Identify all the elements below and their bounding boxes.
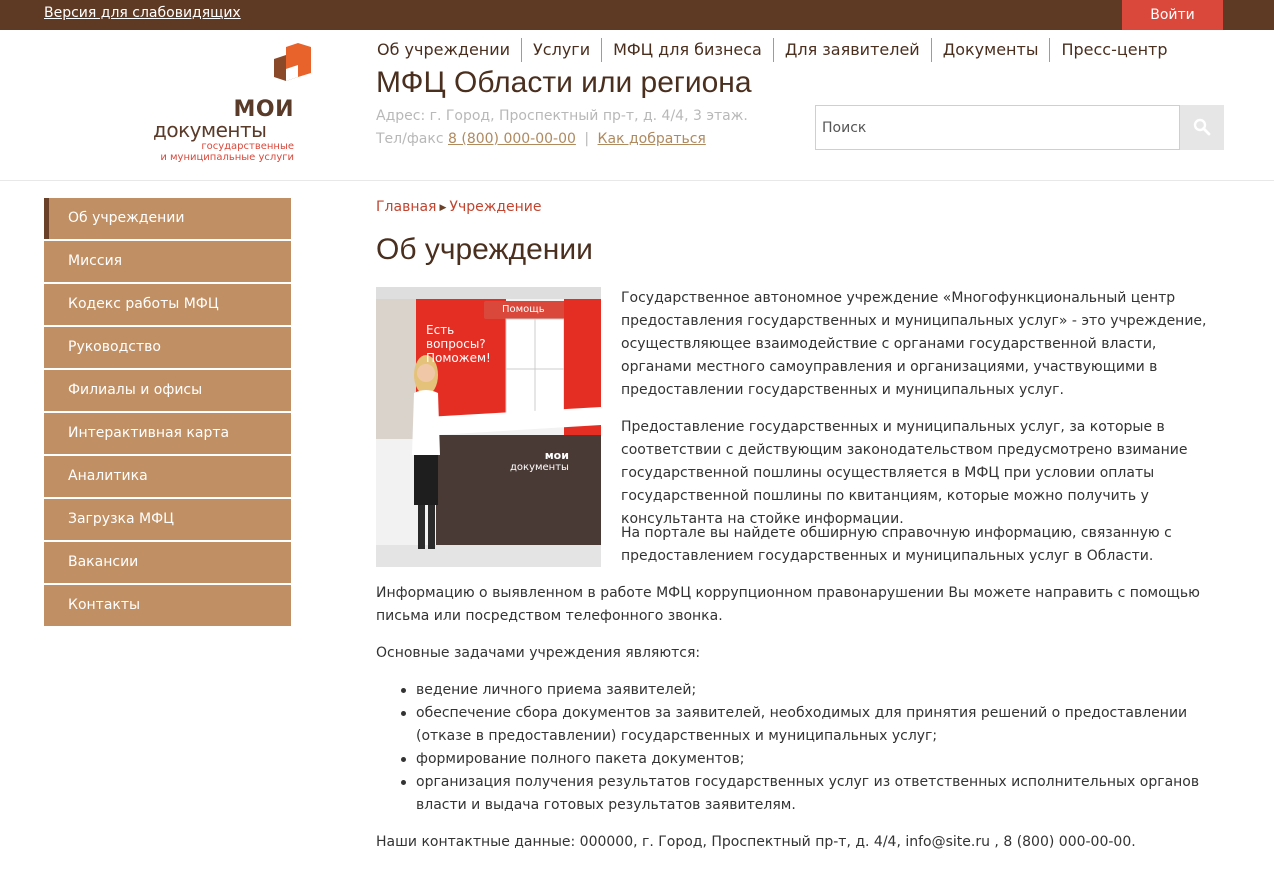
breadcrumb <box>376 199 541 215</box>
topnav-item-documents[interactable]: Документы <box>931 38 1050 62</box>
top-nav <box>377 38 1179 62</box>
breadcrumb-home-link[interactable]: Главная <box>376 199 437 215</box>
logo-text-municipal: и муниципальные услуги <box>160 152 294 163</box>
tasks-list <box>416 679 1221 817</box>
sidebar-item-mission[interactable]: Миссия <box>44 241 291 282</box>
sidebar-item-about[interactable]: Об учреждении <box>44 198 291 239</box>
logo-text-moi: МОИ <box>233 97 294 122</box>
page-title: Об учреждении <box>376 233 593 266</box>
breadcrumb-separator-icon: ▶ <box>439 203 447 213</box>
topnav-item-press[interactable]: Пресс-центр <box>1049 38 1178 62</box>
search-icon <box>1193 118 1211 136</box>
search-input[interactable] <box>815 105 1180 150</box>
sidebar-menu <box>44 198 291 628</box>
topnav-item-services[interactable]: Услуги <box>521 38 601 62</box>
photo-desk-logo <box>510 450 569 474</box>
photo-desk-logo-line-2: документы <box>510 462 569 473</box>
topnav-item-about[interactable]: Об учреждении <box>377 40 511 59</box>
list-item: формирование полного пакета документов; <box>416 748 1221 771</box>
paragraph-fees: Предоставление государственных и муниципальных услуг, за которые в соответствии с действующим законодательством предусмотрено взимание государственной пошлины осуществляется в МФЦ при условии оплаты государственной пошлины по квитанциям, которые можно получить у консультанта на стойке информации. <box>621 419 1188 527</box>
office-photo <box>376 287 601 567</box>
sidebar-item-map[interactable]: Интерактивная карта <box>44 413 291 454</box>
sidebar-item-code[interactable]: Кодекс работы МФЦ <box>44 284 291 325</box>
logo-mark-icon <box>272 43 312 95</box>
logo[interactable] <box>150 42 300 167</box>
paragraph-corruption: Информацию о выявленном в работе МФЦ коррупционном правонарушении Вы можете направить с помощью письма или посредством телефонного звонка. <box>376 585 1200 624</box>
list-item: ведение личного приема заявителей; <box>416 679 1221 702</box>
sidebar-item-vacancies[interactable]: Вакансии <box>44 542 291 583</box>
logo-text-state: государственные <box>201 141 294 152</box>
paragraph-tasks-intro: Основные задачами учреждения являются: <box>376 645 701 661</box>
site-title: МФЦ Области или региона <box>376 66 752 99</box>
sidebar-item-analytics[interactable]: Аналитика <box>44 456 291 497</box>
paragraph-intro: Государственное автономное учреждение «Многофункциональный центр предоставления государственных и муниципальных услуг» - это учреждение, осуществляющее взаимодействие с органами государственной власти, органами местного самоуправления и организациями, участвующими в предоставлении государственных и муниципальных услуг. <box>621 290 1207 398</box>
header-divider <box>0 180 1274 181</box>
photo-sign-line-3: Поможем! <box>426 351 491 365</box>
accessibility-version-link[interactable]: Версия для слабовидящих <box>44 5 241 21</box>
search-box <box>815 105 1224 150</box>
sidebar-item-branches[interactable]: Филиалы и офисы <box>44 370 291 411</box>
list-item: организация получения результатов государственных услуг из ответственных исполнительных органов власти и выдача готовых результатов заявителям. <box>416 771 1221 817</box>
sidebar-item-management[interactable]: Руководство <box>44 327 291 368</box>
list-item: обеспечение сбора документов за заявителей, необходимых для принятия решений о предоставлении (отказе в предоставлении) государственных и муниципальных услуг; <box>416 702 1221 748</box>
phone-separator: | <box>584 131 590 147</box>
logo-text-documents: документы <box>153 118 267 142</box>
sidebar-item-contacts[interactable]: Контакты <box>44 585 291 626</box>
photo-sign-line-1: Есть <box>426 323 455 337</box>
phone-row <box>376 131 706 147</box>
photo-sign-line-2: вопросы? <box>426 337 486 351</box>
photo-help-sign: Помощь <box>502 304 545 315</box>
sidebar-item-load[interactable]: Загрузка МФЦ <box>44 499 291 540</box>
top-bar <box>0 0 1274 30</box>
topnav-item-business[interactable]: МФЦ для бизнеса <box>601 38 773 62</box>
topnav-item-applicants[interactable]: Для заявителей <box>773 38 931 62</box>
directions-link[interactable]: Как добраться <box>597 131 706 147</box>
phone-link[interactable]: 8 (800) 000-00-00 <box>448 131 576 147</box>
login-button[interactable]: Войти <box>1122 0 1223 30</box>
phone-label: Тел/факс <box>376 131 444 147</box>
photo-desk-logo-line-1: мои <box>544 449 569 462</box>
breadcrumb-current[interactable]: Учреждение <box>449 199 542 215</box>
search-button[interactable] <box>1180 105 1224 150</box>
address-text: Адрес: г. Город, Проспектный пр-т, д. 4/4, 3 этаж. <box>376 108 748 124</box>
photo-sign-text <box>426 323 491 365</box>
paragraph-contacts: Наши контактные данные: 000000, г. Город, Проспектный пр-т, д. 4/4, info@site.ru , 8 (800) 000-00-00. <box>376 834 1136 850</box>
paragraph-portal: На портале вы найдете обширную справочную информацию, связанную с предоставлением государственных и муниципальных услуг в Области. <box>621 525 1172 564</box>
